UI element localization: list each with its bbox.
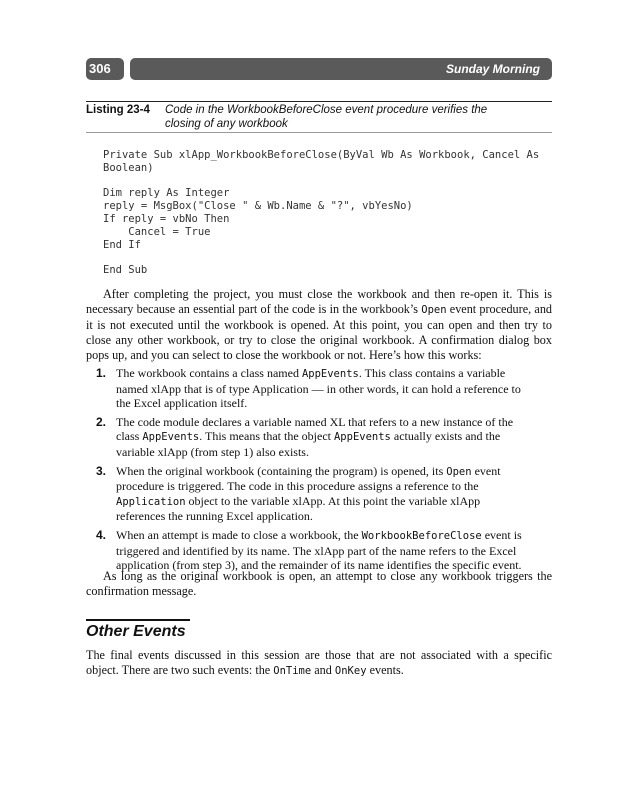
- listing-caption-line2: closing of any workbook: [165, 118, 288, 130]
- step-text: object to the variable xlApp. At this point the variable xlApp references the running Excel application.: [116, 493, 481, 524]
- section-code-ontime: OnTime: [273, 665, 312, 677]
- step-code: AppEvents: [142, 431, 200, 444]
- step-code: AppEvents: [333, 431, 391, 444]
- para1-code-open: Open: [421, 304, 447, 316]
- step-text: actually exists and the variable xlApp (from step 1) also exists.: [116, 429, 501, 459]
- code-listing: Private Sub xlApp_WorkbookBeforeClose(ByVal Wb As Workbook, Cancel As Boolean) Dim reply As Integer reply = MsgBox("Close " & Wb.Name & "?", vbYesNo) If reply = vbNo Then Cancel = True End If End Sub: [103, 149, 540, 277]
- step-text: event is triggered and identified by its name. The: [116, 527, 522, 558]
- step-text: . This class contains a variable named xlApp that is of type Application — in other words, it can hold a reference to the Excel application itself.: [116, 366, 521, 411]
- section-text3: events.: [366, 663, 404, 677]
- paragraph-intro: [86, 287, 552, 363]
- step-text: event procedure is triggered. The code in this procedure assigns a reference to the: [116, 463, 501, 494]
- listing-label: Listing 23-4: [86, 104, 150, 116]
- page-number: 306: [86, 58, 124, 80]
- step-code: AppEvents: [301, 368, 359, 380]
- step-text: When an attempt is made to close a workbook, the: [116, 527, 362, 542]
- list-item: [86, 366, 529, 411]
- step-text: xlApp part of the name refers to the Excel application (from step 3), and the remainder of its name identifies the specific event.: [116, 543, 522, 573]
- section-code-onkey: OnKey: [334, 665, 367, 677]
- step-code: Application: [116, 495, 186, 508]
- section-text1: The final events discussed in this session are those that are not associated with a specific object. There are two such events: the: [86, 648, 552, 677]
- running-header: [86, 58, 552, 80]
- listing-top-rule: [86, 101, 552, 102]
- list-item: [86, 528, 529, 573]
- para1-text2: event procedure, and it is not executed until the workbook is opened. At this point, you can open and then try to close any other workbook, or try to close the original workbook. A confirmation dialog box pops up, and you can select to close the workbook or not. Here’s how this works:: [86, 302, 553, 362]
- para2-text: As long as the original workbook is open, an attempt to close any workbook triggers the confirmation message.: [86, 569, 552, 598]
- section-heading-rule: [86, 619, 190, 621]
- step-code: WorkbookBeforeClose: [361, 529, 482, 542]
- list-item: [86, 415, 529, 460]
- list-item: [86, 464, 529, 524]
- para1-text1: After completing the project, you must close the workbook and then re-open it. This is necessary because an essential part of the code is in the workbook’s: [86, 287, 552, 316]
- step-text: . This means that the object: [199, 429, 334, 444]
- listing-caption-line1: Code in the WorkbookBeforeClose event procedure verifies the: [165, 104, 488, 116]
- steps-list: [86, 366, 529, 577]
- section-text2: and: [311, 663, 335, 677]
- step-number: 1.: [96, 366, 107, 380]
- listing-caption-text: [165, 103, 545, 131]
- section-heading: Other Events: [86, 623, 186, 640]
- running-title: Sunday Morning: [130, 58, 552, 80]
- step-number: 4.: [96, 527, 107, 542]
- step-text: When the original workbook (containing the program) is opened, its: [116, 463, 447, 478]
- step-code: Open: [446, 465, 472, 478]
- listing-bottom-rule: [86, 132, 552, 133]
- step-text: The code module declares a variable named XL that refers to a new instance of the class: [116, 414, 514, 444]
- paragraph-summary: [86, 569, 552, 599]
- paragraph-other-events: [86, 648, 552, 679]
- step-number: 2.: [96, 414, 107, 429]
- step-text: The workbook contains a class named: [116, 366, 302, 380]
- step-number: 3.: [96, 463, 107, 478]
